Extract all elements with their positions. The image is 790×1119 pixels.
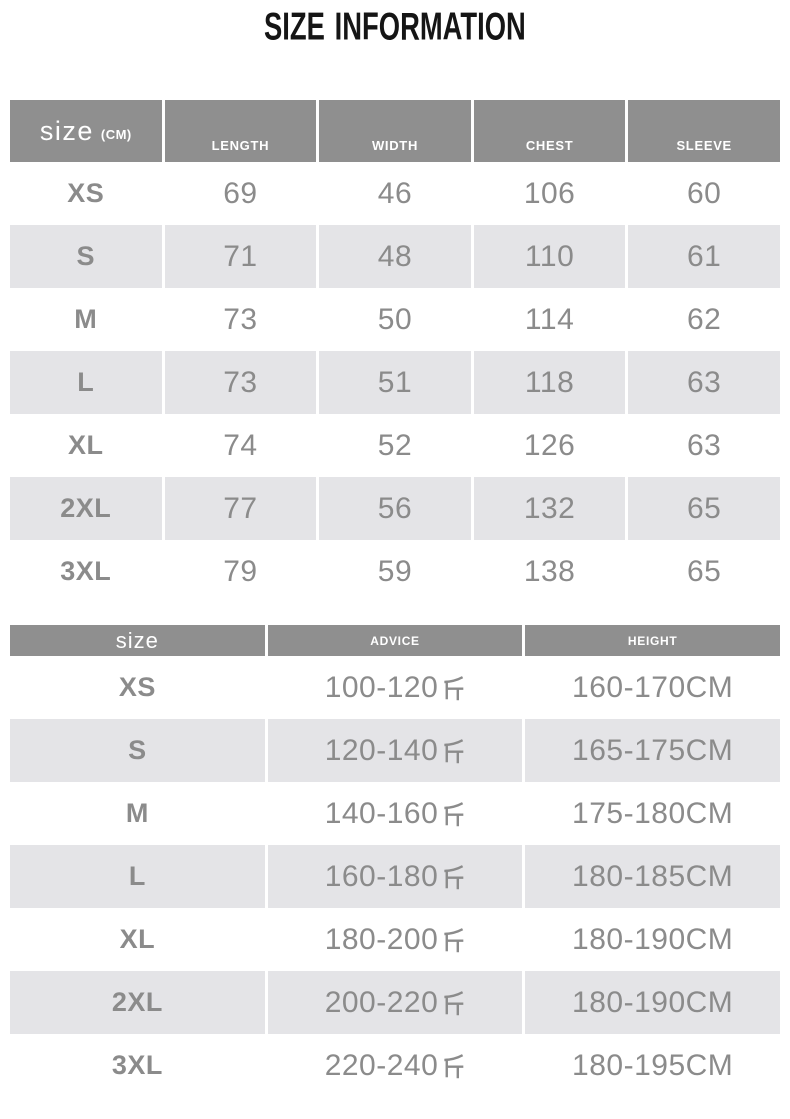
- width-value: 59: [377, 554, 413, 588]
- t1-row-3xl: [10, 540, 780, 603]
- sleeve-value: 63: [628, 351, 780, 414]
- length-value: 73: [165, 351, 317, 414]
- length-value: 71: [165, 225, 317, 288]
- size-label: XL: [68, 430, 104, 460]
- t2-row-l: [10, 845, 780, 908]
- sleeve-value: 62: [687, 302, 722, 336]
- header-cell-size: [10, 100, 162, 162]
- chest-value: 114: [524, 302, 575, 336]
- advice-table-header: [10, 625, 780, 656]
- page-header: [0, 0, 790, 100]
- t2-row-m: [10, 782, 780, 845]
- header-cell-height: HEIGHT: [525, 625, 780, 656]
- size-header-label: size: [39, 115, 94, 146]
- fit-advice-table: [10, 625, 780, 1097]
- height-range-value: 180-190CM: [572, 922, 734, 956]
- table-spacer: [0, 603, 790, 625]
- chest-value: 110: [474, 225, 626, 288]
- t2-row-3xl: [10, 1034, 780, 1097]
- header-cell-sleeve: SLEEVE: [628, 100, 780, 162]
- advice-weight-value: 160-180: [268, 845, 523, 908]
- size-label: M: [125, 798, 149, 828]
- jin-weight-unit-icon: [441, 1052, 465, 1080]
- height-range-value: 180-190CM: [525, 971, 780, 1034]
- chest-value: 126: [523, 428, 576, 462]
- t1-row-m: [10, 288, 780, 351]
- size-label: M: [74, 304, 98, 334]
- chest-value: 106: [523, 176, 576, 210]
- advice-weight-value: 180-200: [268, 908, 523, 971]
- measurement-table-header: [10, 100, 780, 162]
- width-value: 50: [377, 302, 413, 336]
- length-value: 69: [223, 176, 258, 210]
- page-title: SIZE INFORMATION: [264, 4, 526, 48]
- size-label: XS: [118, 672, 156, 702]
- jin-weight-unit-icon: [441, 863, 465, 891]
- header-cell-size: [10, 625, 265, 656]
- width-value: 51: [319, 351, 471, 414]
- advice-weight-value: 120-140: [268, 719, 523, 782]
- sleeve-value: 61: [628, 225, 780, 288]
- chest-value: 132: [474, 477, 626, 540]
- jin-weight-unit-icon: [441, 989, 465, 1017]
- width-value: 46: [377, 176, 413, 210]
- height-range-value: 180-195CM: [572, 1048, 734, 1082]
- chest-value: 118: [474, 351, 626, 414]
- sleeve-value: 63: [687, 428, 722, 462]
- advice-weight-value: 220-240: [268, 1034, 523, 1097]
- t1-row-xl: [10, 414, 780, 477]
- t1-row-s: [10, 225, 780, 288]
- size-label: 3XL: [111, 1050, 163, 1080]
- height-range-value: 180-185CM: [525, 845, 780, 908]
- jin-weight-unit-icon: [441, 674, 465, 702]
- width-value: 56: [319, 477, 471, 540]
- size-label: S: [10, 225, 162, 288]
- t2-row-xl: [10, 908, 780, 971]
- advice-weight-value: 200-220: [268, 971, 523, 1034]
- length-value: 77: [165, 477, 317, 540]
- length-value: 73: [223, 302, 258, 336]
- width-value: 48: [319, 225, 471, 288]
- length-value: 79: [223, 554, 258, 588]
- size-header-label: size: [115, 627, 159, 653]
- jin-weight-unit-icon: [441, 800, 465, 828]
- sleeve-value: 65: [687, 554, 722, 588]
- header-cell-width: WIDTH: [319, 100, 471, 162]
- size-label: 2XL: [10, 971, 265, 1034]
- size-label: S: [10, 719, 265, 782]
- t1-row-l: [10, 351, 780, 414]
- t2-row-s: [10, 719, 780, 782]
- header-cell-chest: CHEST: [474, 100, 626, 162]
- size-label: L: [10, 351, 162, 414]
- t2-row-xs: [10, 656, 780, 719]
- header-cell-length: LENGTH: [165, 100, 317, 162]
- width-value: 52: [377, 428, 413, 462]
- measurement-table: [10, 100, 780, 603]
- height-range-value: 160-170CM: [572, 670, 734, 704]
- t1-row-2xl: [10, 477, 780, 540]
- size-label: 2XL: [10, 477, 162, 540]
- size-label: 3XL: [60, 556, 112, 586]
- height-range-value: 175-180CM: [572, 796, 734, 830]
- advice-weight-value: 100-120: [268, 656, 523, 719]
- t2-row-2xl: [10, 971, 780, 1034]
- sleeve-value: 60: [687, 176, 722, 210]
- jin-weight-unit-icon: [441, 737, 465, 765]
- jin-weight-unit-icon: [441, 926, 465, 954]
- length-value: 74: [223, 428, 258, 462]
- chest-value: 138: [523, 554, 576, 588]
- size-label: L: [10, 845, 265, 908]
- size-label: XL: [119, 924, 156, 954]
- height-range-value: 165-175CM: [525, 719, 780, 782]
- sleeve-value: 65: [628, 477, 780, 540]
- size-label: XS: [67, 178, 105, 208]
- header-cell-advice: ADVICE: [268, 625, 523, 656]
- size-header-unit: (CM): [100, 127, 132, 142]
- t1-row-xs: [10, 162, 780, 225]
- advice-weight-value: 140-160: [268, 782, 523, 845]
